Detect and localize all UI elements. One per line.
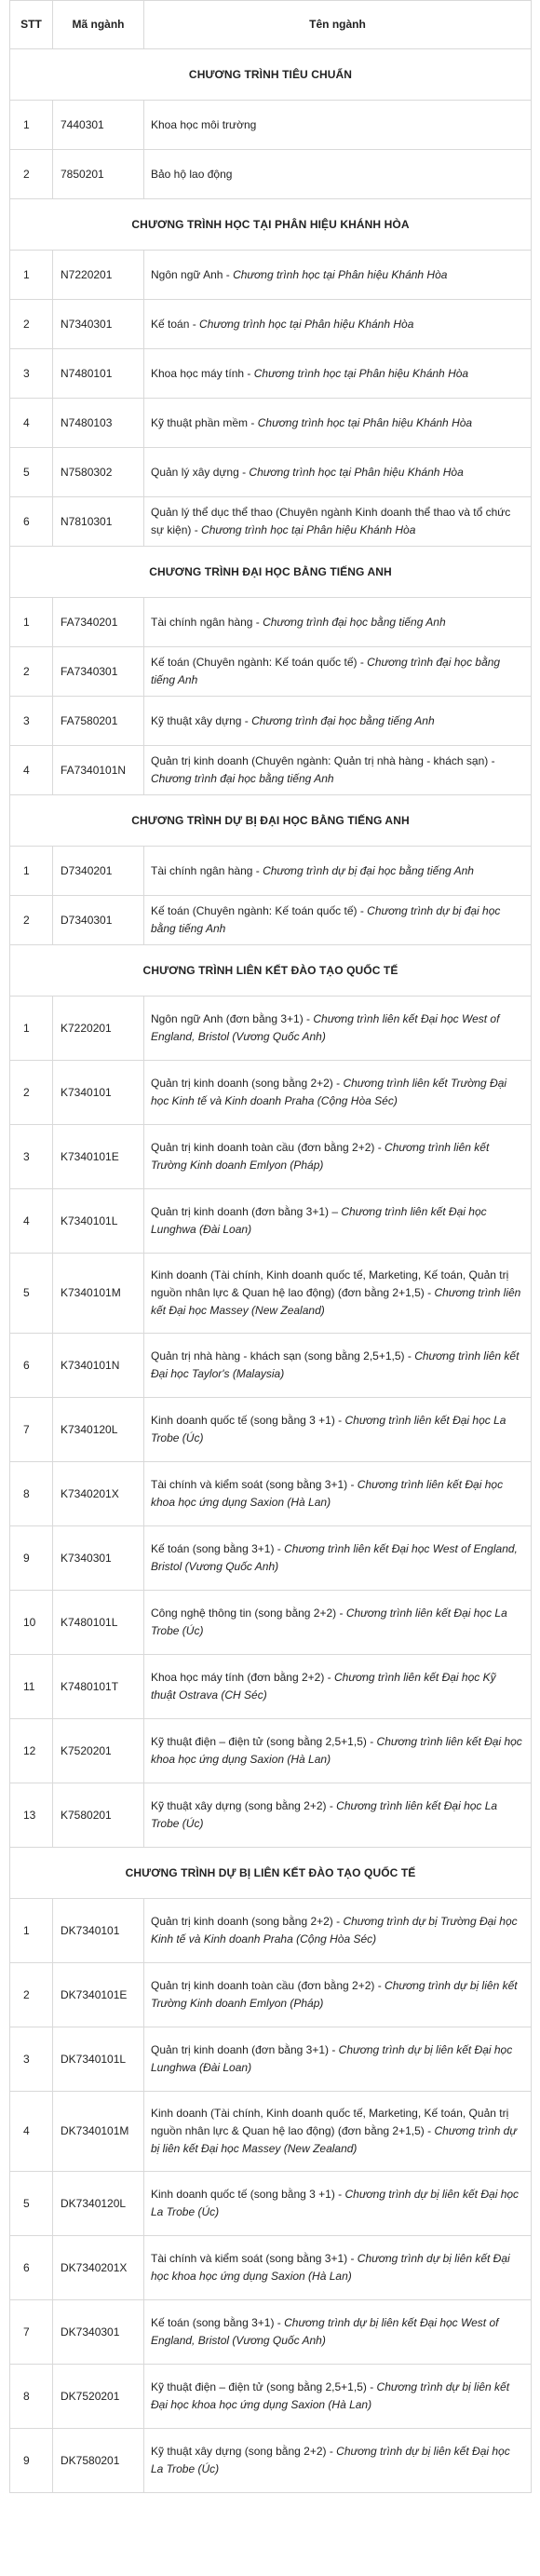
program-note: Chương trình liên kết Đại học Kỹ thuật Ostrava (CH Séc) — [151, 1671, 496, 1702]
row-major-code: K7340301 — [53, 1526, 144, 1591]
row-major-code: K7220201 — [53, 997, 144, 1061]
row-major-name — [144, 2429, 532, 2493]
table-row — [10, 1125, 532, 1189]
major-name-text: Kế toán (Chuyên ngành: Kế toán quốc tế) - — [151, 904, 368, 917]
program-note: Chương trình liên kết Đại học La Trobe (Úc) — [151, 1414, 506, 1444]
row-major-name — [144, 1783, 532, 1848]
program-note: Chương trình học tại Phân hiệu Khánh Hòa — [253, 366, 469, 380]
row-major-code: DK7340101M — [53, 2092, 144, 2172]
row-major-code: DK7340201X — [53, 2236, 144, 2300]
header-major-name: Tên ngành — [144, 1, 532, 49]
row-major-name — [144, 2027, 532, 2092]
program-note: Chương trình liên kết Đại học La Trobe (Úc) — [151, 1799, 498, 1830]
row-stt: 12 — [10, 1719, 53, 1783]
row-stt: 1 — [10, 1899, 53, 1963]
row-stt: 2 — [10, 150, 53, 199]
row-stt: 3 — [10, 349, 53, 399]
major-name-text: Kế toán (song bằng 3+1) - — [151, 1542, 285, 1555]
row-major-name — [144, 300, 532, 349]
major-name-text: Khoa học máy tính - — [151, 366, 254, 380]
program-note: Chương trình dự bị đại học bằng tiếng Anh — [263, 863, 474, 877]
row-major-name — [144, 150, 532, 199]
row-major-code: N7580302 — [53, 448, 144, 497]
row-major-code: N7810301 — [53, 497, 144, 547]
major-name-text: Kinh doanh quốc tế (song bằng 3 +1) - — [151, 1414, 345, 1427]
program-note: Chương trình dự bị liên kết Đại học West of England, Bristol (Vương Quốc Anh) — [151, 2316, 499, 2347]
table-row — [10, 647, 532, 697]
row-stt: 8 — [10, 1462, 53, 1526]
table-row — [10, 1189, 532, 1254]
header-major-code: Mã ngành — [53, 1, 144, 49]
major-name-text: Ngôn ngữ Anh (đơn bằng 3+1) - — [151, 1012, 314, 1025]
row-stt: 9 — [10, 1526, 53, 1591]
section-row — [10, 1848, 532, 1899]
row-major-name — [144, 1591, 532, 1655]
major-name-text: Kinh doanh quốc tế (song bằng 3 +1) - — [151, 2188, 345, 2201]
majors-table — [9, 0, 532, 2493]
row-major-code: K7480101L — [53, 1591, 144, 1655]
row-stt: 6 — [10, 2236, 53, 2300]
major-name-text: Quản trị kinh doanh (song bằng 2+2) - — [151, 1077, 344, 1090]
row-stt: 8 — [10, 2365, 53, 2429]
program-note: Chương trình dự bị liên kết Đại học Massey (New Zealand) — [151, 2124, 517, 2155]
row-major-code: K7340201X — [53, 1462, 144, 1526]
row-major-code: 7440301 — [53, 101, 144, 150]
row-major-code: DK7520201 — [53, 2365, 144, 2429]
section-title: CHƯƠNG TRÌNH DỰ BỊ LIÊN KẾT ĐÀO TẠO QUỐC TẾ — [10, 1848, 532, 1899]
major-name-text: Quản trị nhà hàng - khách sạn (song bằng 2,5+1,5) - — [151, 1349, 415, 1363]
table-row — [10, 101, 532, 150]
row-major-code: DK7340301 — [53, 2300, 144, 2365]
section-row — [10, 547, 532, 598]
table-row — [10, 847, 532, 896]
table-row — [10, 251, 532, 300]
major-name-text: Quản trị kinh doanh toàn cầu (đơn bằng 2+2) - — [151, 1979, 385, 1992]
row-major-name — [144, 746, 532, 795]
major-name-text: Công nghệ thông tin (song bằng 2+2) - — [151, 1607, 346, 1620]
program-note: Chương trình liên kết Trường Đại học Kinh tế và Kinh doanh Praha (Cộng Hòa Séc) — [151, 1077, 507, 1107]
table-row — [10, 497, 532, 547]
section-row — [10, 945, 532, 997]
program-note: Chương trình đại học bằng tiếng Anh — [151, 772, 334, 785]
row-major-name — [144, 1655, 532, 1719]
table-row — [10, 746, 532, 795]
table-row — [10, 1719, 532, 1783]
row-stt: 9 — [10, 2429, 53, 2493]
row-major-name — [144, 2092, 532, 2172]
major-name-text: Kế toán - — [151, 317, 200, 331]
row-stt: 1 — [10, 997, 53, 1061]
table-row — [10, 1655, 532, 1719]
table-row — [10, 2236, 532, 2300]
row-major-name — [144, 896, 532, 945]
program-note: Chương trình học tại Phân hiệu Khánh Hòa — [199, 317, 414, 331]
row-stt: 1 — [10, 101, 53, 150]
section-title: CHƯƠNG TRÌNH LIÊN KẾT ĐÀO TẠO QUỐC TẾ — [10, 945, 532, 997]
section-title: CHƯƠNG TRÌNH HỌC TẠI PHÂN HIỆU KHÁNH HÒA — [10, 199, 532, 251]
row-major-name — [144, 1334, 532, 1398]
major-name-text: Khoa học môi trường — [151, 117, 257, 131]
row-major-name — [144, 647, 532, 697]
row-stt: 3 — [10, 697, 53, 746]
row-major-code: DK7340101 — [53, 1899, 144, 1963]
row-major-code: DK7340101L — [53, 2027, 144, 2092]
row-stt: 1 — [10, 598, 53, 647]
major-name-text: Kỹ thuật điện – điện tử (song bằng 2,5+1,5) - — [151, 1735, 377, 1748]
section-title: CHƯƠNG TRÌNH ĐẠI HỌC BẰNG TIẾNG ANH — [10, 547, 532, 598]
row-major-code: N7340301 — [53, 300, 144, 349]
row-major-code: K7340101M — [53, 1254, 144, 1334]
row-major-name — [144, 2172, 532, 2236]
table-row — [10, 896, 532, 945]
row-stt: 10 — [10, 1591, 53, 1655]
table-row — [10, 399, 532, 448]
major-name-text: Kỹ thuật điện – điện tử (song bằng 2,5+1,5) - — [151, 2380, 377, 2393]
row-major-code: 7850201 — [53, 150, 144, 199]
row-major-code: K7480101T — [53, 1655, 144, 1719]
table-row — [10, 1462, 532, 1526]
row-stt: 4 — [10, 2092, 53, 2172]
row-major-code: K7520201 — [53, 1719, 144, 1783]
table-row — [10, 2172, 532, 2236]
table-row — [10, 349, 532, 399]
section-row — [10, 49, 532, 101]
row-stt: 13 — [10, 1783, 53, 1848]
table-row — [10, 697, 532, 746]
program-note: Chương trình liên kết Đại học Massey (New Zealand) — [151, 1286, 521, 1317]
row-stt: 2 — [10, 1061, 53, 1125]
program-note: Chương trình đại học bằng tiếng Anh — [151, 656, 501, 686]
table-row — [10, 448, 532, 497]
program-note: Chương trình dự bị liên kết Đại học khoa học ứng dụng Saxion (Hà Lan) — [151, 2252, 510, 2283]
row-major-name — [144, 1462, 532, 1526]
program-note: Chương trình dự bị Trường Đại học Kinh tế và Kinh doanh Praha (Cộng Hòa Séc) — [151, 1915, 518, 1946]
program-note: Chương trình học tại Phân hiệu Khánh Hòa — [233, 267, 448, 281]
program-note: Chương trình liên kết Đại học West of England, Bristol (Vương Quốc Anh) — [151, 1542, 518, 1573]
row-major-code: D7340201 — [53, 847, 144, 896]
table-row — [10, 1783, 532, 1848]
row-major-name — [144, 349, 532, 399]
table-row — [10, 1591, 532, 1655]
row-major-code: DK7340101E — [53, 1963, 144, 2027]
row-major-name — [144, 448, 532, 497]
program-note: Chương trình dự bị liên kết Đại học khoa học ứng dụng Saxion (Hà Lan) — [151, 2380, 510, 2411]
program-note: Chương trình học tại Phân hiệu Khánh Hòa — [257, 415, 473, 429]
major-name-text: Kỹ thuật phần mềm - — [151, 415, 258, 429]
table-row — [10, 2092, 532, 2172]
program-note: Chương trình liên kết Đại học khoa học ứng dụng Saxion (Hà Lan) — [151, 1735, 522, 1766]
row-major-name — [144, 251, 532, 300]
row-stt: 4 — [10, 1189, 53, 1254]
row-major-code: FA7340101N — [53, 746, 144, 795]
major-name-text: Quản trị kinh doanh (song bằng 2+2) - — [151, 1915, 344, 1928]
row-major-name — [144, 697, 532, 746]
major-name-text: Quản lý thể dục thể thao (Chuyên ngành Kinh doanh thể thao và tổ chức sự kiện) - — [151, 506, 511, 536]
table-row — [10, 2365, 532, 2429]
row-major-code: K7340120L — [53, 1398, 144, 1462]
program-note: Chương trình học tại Phân hiệu Khánh Hòa — [249, 465, 464, 479]
row-major-name — [144, 1125, 532, 1189]
program-note: Chương trình đại học bằng tiếng Anh — [263, 615, 446, 629]
program-note: Chương trình liên kết Đại học La Trobe (Úc) — [151, 1607, 507, 1637]
program-note: Chương trình dự bị đại học bằng tiếng Anh — [151, 904, 501, 935]
row-stt: 1 — [10, 847, 53, 896]
row-major-code: N7480101 — [53, 349, 144, 399]
row-stt: 3 — [10, 1125, 53, 1189]
row-major-code: FA7340301 — [53, 647, 144, 697]
row-major-name — [144, 1254, 532, 1334]
section-row — [10, 199, 532, 251]
row-major-code: FA7340201 — [53, 598, 144, 647]
row-major-name — [144, 1963, 532, 2027]
row-stt: 5 — [10, 2172, 53, 2236]
major-name-text: Tài chính và kiểm soát (song bằng 3+1) - — [151, 2252, 358, 2265]
major-name-text: Tài chính và kiểm soát (song bằng 3+1) - — [151, 1478, 358, 1491]
row-major-code: D7340301 — [53, 896, 144, 945]
table-body — [10, 49, 532, 2493]
row-stt: 2 — [10, 1963, 53, 2027]
table-row — [10, 1254, 532, 1334]
program-note: Chương trình liên kết Đại học Taylor's (Malaysia) — [151, 1349, 520, 1380]
program-note: Chương trình đại học bằng tiếng Anh — [251, 713, 435, 727]
program-note: Chương trình liên kết Đại học Lunghwa (Đài Loan) — [151, 1205, 487, 1236]
table-row — [10, 2300, 532, 2365]
row-stt: 11 — [10, 1655, 53, 1719]
major-name-text: Kỹ thuật xây dựng (song bằng 2+2) - — [151, 1799, 337, 1812]
row-major-name — [144, 1526, 532, 1591]
section-title: CHƯƠNG TRÌNH TIÊU CHUẨN — [10, 49, 532, 101]
row-major-code: DK7580201 — [53, 2429, 144, 2493]
table-row — [10, 2027, 532, 2092]
program-note: Chương trình liên kết Đại học West of England, Bristol (Vương Quốc Anh) — [151, 1012, 500, 1043]
major-name-text: Quản trị kinh doanh (đơn bằng 3+1) - — [151, 2043, 339, 2056]
row-major-name — [144, 399, 532, 448]
table-header — [10, 1, 532, 49]
table-row — [10, 1899, 532, 1963]
table-row — [10, 1334, 532, 1398]
row-stt: 7 — [10, 2300, 53, 2365]
program-note: Chương trình dự bị liên kết Trường Kinh doanh Emlyon (Pháp) — [151, 1979, 518, 2010]
table-row — [10, 2429, 532, 2493]
row-stt: 1 — [10, 251, 53, 300]
row-major-name — [144, 2300, 532, 2365]
row-major-code: K7340101N — [53, 1334, 144, 1398]
row-major-code: N7220201 — [53, 251, 144, 300]
table-row — [10, 1526, 532, 1591]
row-major-code: DK7340120L — [53, 2172, 144, 2236]
row-major-name — [144, 1719, 532, 1783]
major-name-text: Kỹ thuật xây dựng (song bằng 2+2) - — [151, 2445, 337, 2458]
row-major-name — [144, 2236, 532, 2300]
row-major-name — [144, 1061, 532, 1125]
major-name-text: Kinh doanh (Tài chính, Kinh doanh quốc tế, Marketing, Kế toán, Quản trị nguồn nhân lực & Quan hệ lao động) (đơn bằng 2+1,5) - — [151, 2107, 509, 2137]
table-row — [10, 300, 532, 349]
row-major-code: K7340101 — [53, 1061, 144, 1125]
section-title: CHƯƠNG TRÌNH DỰ BỊ ĐẠI HỌC BẰNG TIẾNG ANH — [10, 795, 532, 847]
table-row — [10, 1963, 532, 2027]
row-major-name — [144, 2365, 532, 2429]
program-note: Chương trình liên kết Trường Kinh doanh Emlyon (Pháp) — [151, 1141, 490, 1172]
major-name-text: Quản trị kinh doanh (Chuyên ngành: Quản trị nhà hàng - khách sạn) - — [151, 754, 495, 767]
row-stt: 4 — [10, 399, 53, 448]
row-major-name — [144, 1398, 532, 1462]
row-stt: 5 — [10, 448, 53, 497]
row-stt: 2 — [10, 300, 53, 349]
row-stt: 4 — [10, 746, 53, 795]
major-name-text: Tài chính ngân hàng - — [151, 615, 263, 629]
table-row — [10, 598, 532, 647]
row-stt: 7 — [10, 1398, 53, 1462]
row-stt: 5 — [10, 1254, 53, 1334]
major-name-text: Kỹ thuật xây dựng - — [151, 713, 252, 727]
table-row — [10, 150, 532, 199]
row-stt: 2 — [10, 896, 53, 945]
major-name-text: Ngôn ngữ Anh - — [151, 267, 234, 281]
row-major-code: FA7580201 — [53, 697, 144, 746]
header-stt: STT — [10, 1, 53, 49]
row-major-name — [144, 598, 532, 647]
row-major-name — [144, 847, 532, 896]
table-row — [10, 997, 532, 1061]
program-note: Chương trình dự bị liên kết Đại học Lunghwa (Đài Loan) — [151, 2043, 513, 2074]
program-note: Chương trình dự bị liên kết Đại học La Trobe (Úc) — [151, 2445, 510, 2475]
row-major-code: K7580201 — [53, 1783, 144, 1848]
table-row — [10, 1398, 532, 1462]
major-name-text: Kế toán (Chuyên ngành: Kế toán quốc tế) - — [151, 656, 368, 669]
row-stt: 6 — [10, 497, 53, 547]
section-row — [10, 795, 532, 847]
major-name-text: Kinh doanh (Tài chính, Kinh doanh quốc tế, Marketing, Kế toán, Quản trị nguồn nhân lực & Quan hệ lao động) (đơn bằng 2+1,5) - — [151, 1268, 509, 1299]
row-major-name — [144, 1189, 532, 1254]
major-name-text: Kế toán (song bằng 3+1) - — [151, 2316, 285, 2329]
table-row — [10, 1061, 532, 1125]
row-major-code: K7340101E — [53, 1125, 144, 1189]
major-name-text: Tài chính ngân hàng - — [151, 863, 263, 877]
row-stt: 3 — [10, 2027, 53, 2092]
row-major-name — [144, 1899, 532, 1963]
row-major-code: N7480103 — [53, 399, 144, 448]
row-major-name — [144, 997, 532, 1061]
row-major-name — [144, 101, 532, 150]
header-row — [10, 1, 532, 49]
row-stt: 6 — [10, 1334, 53, 1398]
major-name-text: Quản trị kinh doanh toàn cầu (đơn bằng 2+2) - — [151, 1141, 385, 1154]
row-major-code: K7340101L — [53, 1189, 144, 1254]
program-note: Chương trình học tại Phân hiệu Khánh Hòa — [201, 523, 416, 536]
major-name-text: Quản lý xây dựng - — [151, 465, 250, 479]
program-note: Chương trình liên kết Đại học khoa học ứng dụng Saxion (Hà Lan) — [151, 1478, 504, 1509]
major-name-text: Bảo hộ lao động — [151, 167, 233, 181]
row-stt: 2 — [10, 647, 53, 697]
major-name-text: Quản trị kinh doanh (đơn bằng 3+1) – — [151, 1205, 342, 1218]
program-note: Chương trình dự bị liên kết Đại học La Trobe (Úc) — [151, 2188, 520, 2218]
major-name-text: Khoa học máy tính (đơn bằng 2+2) - — [151, 1671, 334, 1684]
row-major-name — [144, 497, 532, 547]
